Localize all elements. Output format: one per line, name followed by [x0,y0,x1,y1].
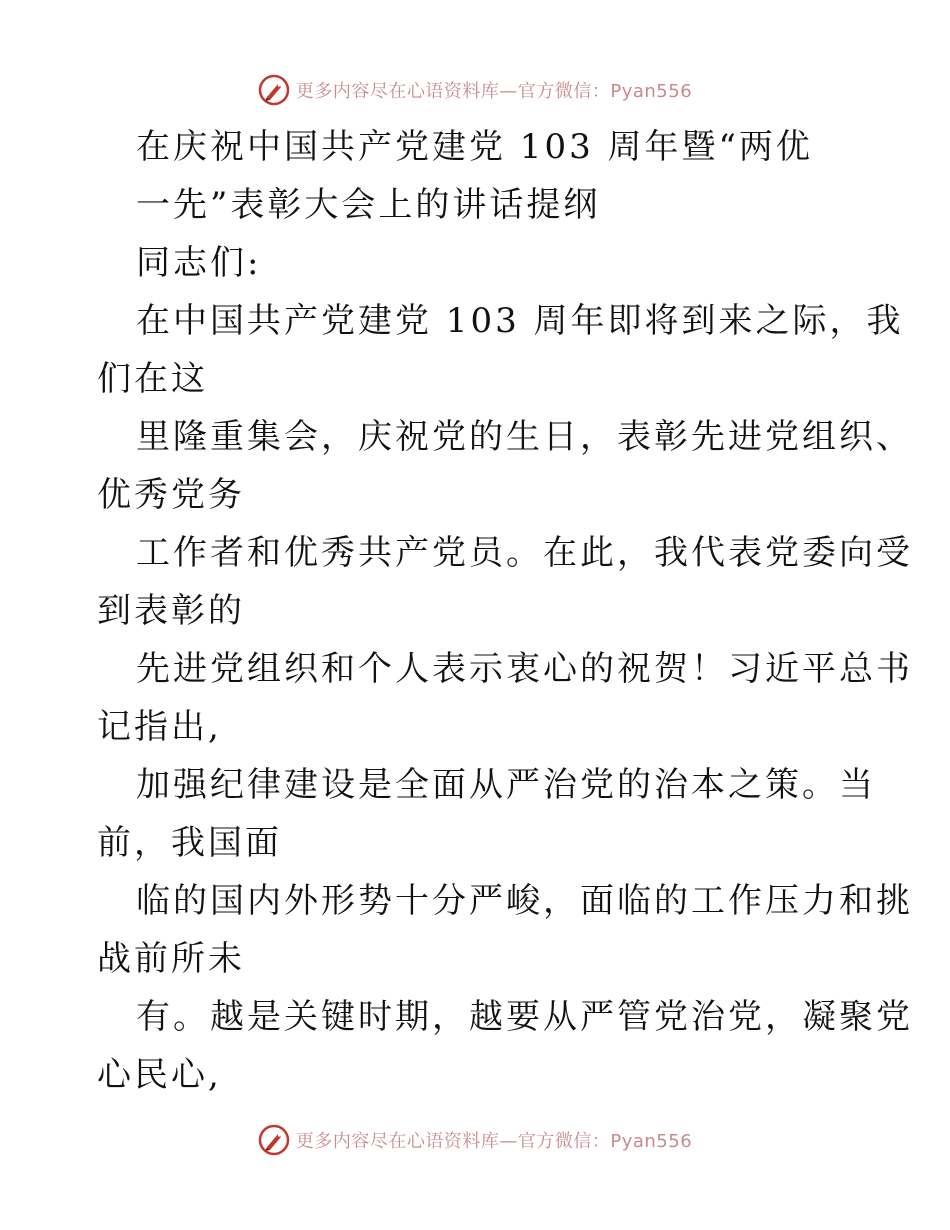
paragraph-line: 先进党组织和个人表示衷心的祝贺！习近平总书 [136,649,913,689]
banner-text: 更多内容尽在心语资料库—官方微信：Pyan556 [295,81,693,102]
greeting: 同志们: [136,243,262,283]
paragraph-line: 有。越是关键时期，越要从严管党治党，凝聚党 [136,997,913,1037]
footer-banner [0,1120,950,1160]
paragraph-line: 记指出, [97,707,222,747]
paragraph-line: 前，我国面 [97,823,282,863]
paragraph-line: 工作者和优秀共产党员。在此，我代表党委向受 [136,533,913,573]
pen-logo-icon [258,1124,290,1156]
title-line-1: 在庆祝中国共产党建党 103 周年暨“两优 [136,127,813,167]
pen-logo-icon [258,74,290,106]
header-banner [0,70,950,110]
paragraph-line: 加强纪律建设是全面从严治党的治本之策。当 [136,765,876,805]
paragraph-line: 里隆重集会，庆祝党的生日，表彰先进党组织、 [136,417,913,457]
title-line-2: 一先”表彰大会上的讲话提纲 [136,185,601,225]
paragraph-line: 优秀党务 [97,475,245,515]
paragraph-line: 到表彰的 [97,591,245,631]
paragraph-line: 们在这 [97,359,208,399]
paragraph-line: 在中国共产党建党 103 周年即将到来之际，我 [136,301,904,341]
paragraph-line: 临的国内外形势十分严峻，面临的工作压力和挑 [136,881,913,921]
paragraph-line: 战前所未 [97,939,245,979]
banner-text: 更多内容尽在心语资料库—官方微信：Pyan556 [295,1131,693,1152]
paragraph-line: 心民心, [97,1055,222,1095]
